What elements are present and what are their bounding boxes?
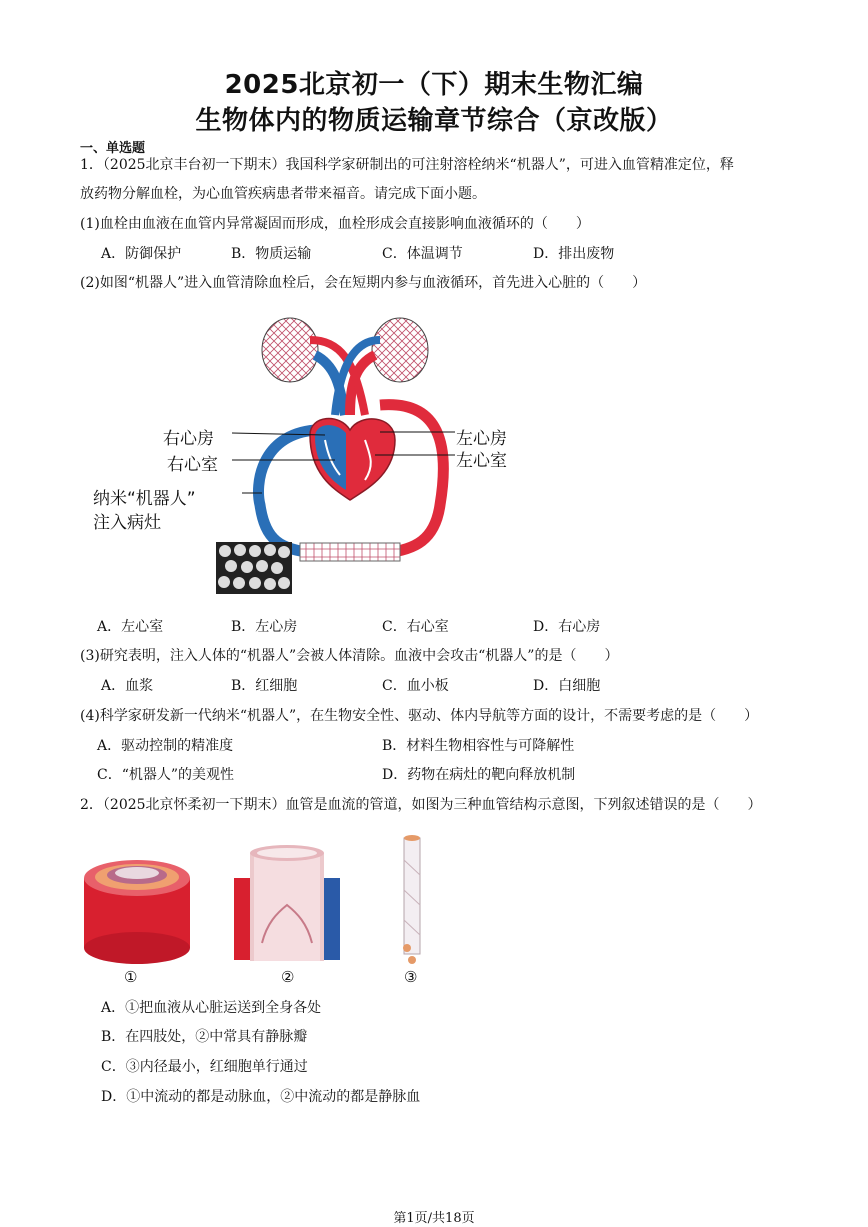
q1-sub1-option-b[interactable]: B．物质运输 — [231, 246, 312, 262]
q1-sub2-option-a[interactable]: A．左心室 — [97, 619, 164, 635]
vein-illustration — [232, 843, 342, 968]
label-left-ventricle: 左心室 — [456, 451, 507, 471]
q2-option-d[interactable]: D．①中流动的都是动脉血，②中流动的都是静脉血 — [101, 1089, 421, 1105]
q1-sub2-stem: (2)如图“机器人”进入血管清除血栓后，会在短期内参与血液循环，首先进入心脏的（ ） — [80, 275, 647, 291]
q1-sub4-option-b[interactable]: B．材料生物相容性与可降解性 — [382, 738, 575, 754]
caption-2: ② — [281, 968, 295, 986]
q1-sub3-stem: (3)研究表明，注入人体的“机器人”会被人体清除。血液中会攻击“机器人”的是（ ） — [80, 648, 619, 664]
page-subtitle: 生物体内的物质运输章节综合（京改版） — [195, 106, 673, 136]
right-lung — [262, 318, 318, 382]
label-right-atrium: 右心房 — [163, 429, 214, 449]
label-right-ventricle: 右心室 — [167, 455, 218, 475]
capillary-illustration — [398, 830, 428, 970]
label-nanobot-line2: 注入病灶 — [93, 513, 161, 533]
q1-sub2-option-b[interactable]: B．左心房 — [231, 619, 298, 635]
q1-sub4-stem: (4)科学家研发新一代纳米“机器人”，在生物安全性、驱动、体内导航等方面的设计，不需要考虑的是（ ） — [80, 708, 759, 724]
q1-sub2-option-c[interactable]: C．右心室 — [382, 619, 449, 635]
section-heading: 一、单选题 — [80, 141, 146, 156]
q1-sub3-option-d[interactable]: D．白细胞 — [533, 678, 601, 694]
q1-intro-line2: 放药物分解血栓，为心血管疾病患者带来福音。请完成下面小题。 — [80, 186, 486, 202]
q1-intro-line1: 1．（2025北京丰台初一下期末）我国科学家研制出的可注射溶栓纳米“机器人”，可进入血管精准定位，释 — [80, 157, 734, 173]
q1-sub1-stem: (1)血栓由血液在血管内异常凝固而形成，血栓形成会直接影响血液循环的（ ） — [80, 216, 590, 232]
q1-sub1-option-a[interactable]: A．防御保护 — [101, 246, 182, 262]
q2-stem: 2．（2025北京怀柔初一下期末）血管是血流的管道，如图为三种血管结构示意图，下列叙述错误的是（ ） — [80, 797, 762, 813]
artery-illustration — [82, 850, 192, 965]
label-left-atrium: 左心房 — [456, 429, 507, 449]
q1-sub4-option-d[interactable]: D．药物在病灶的靶向释放机制 — [382, 767, 576, 783]
capillary-bed — [300, 543, 400, 561]
thrombus-inset — [216, 542, 292, 594]
page-footer: 第1页/共18页 — [393, 1211, 475, 1226]
q1-sub1-option-d[interactable]: D．排出废物 — [533, 246, 615, 262]
caption-1: ① — [124, 968, 138, 986]
q1-sub3-option-c[interactable]: C．血小板 — [382, 678, 449, 694]
systemic-vein — [259, 430, 315, 553]
q1-sub3-option-a[interactable]: A．血浆 — [101, 678, 154, 694]
q1-sub4-option-a[interactable]: A．驱动控制的精准度 — [97, 738, 234, 754]
left-lung — [372, 318, 428, 382]
q2-option-a[interactable]: A．①把血液从心脏运送到全身各处 — [101, 1000, 322, 1016]
caption-3: ③ — [404, 968, 418, 986]
q2-option-b[interactable]: B．在四肢处，②中常具有静脉瓣 — [101, 1029, 308, 1045]
q1-sub2-option-d[interactable]: D．右心房 — [533, 619, 601, 635]
label-nanobot-line1: 纳米“机器人” — [93, 489, 196, 509]
page-title: 2025北京初一（下）期末生物汇编 — [224, 70, 644, 100]
q2-option-c[interactable]: C．③内径最小，红细胞单行通过 — [101, 1059, 308, 1075]
q1-sub4-option-c[interactable]: C．“机器人”的美观性 — [97, 767, 235, 783]
q1-sub3-option-b[interactable]: B．红细胞 — [231, 678, 298, 694]
q1-sub1-option-c[interactable]: C．体温调节 — [382, 246, 463, 262]
